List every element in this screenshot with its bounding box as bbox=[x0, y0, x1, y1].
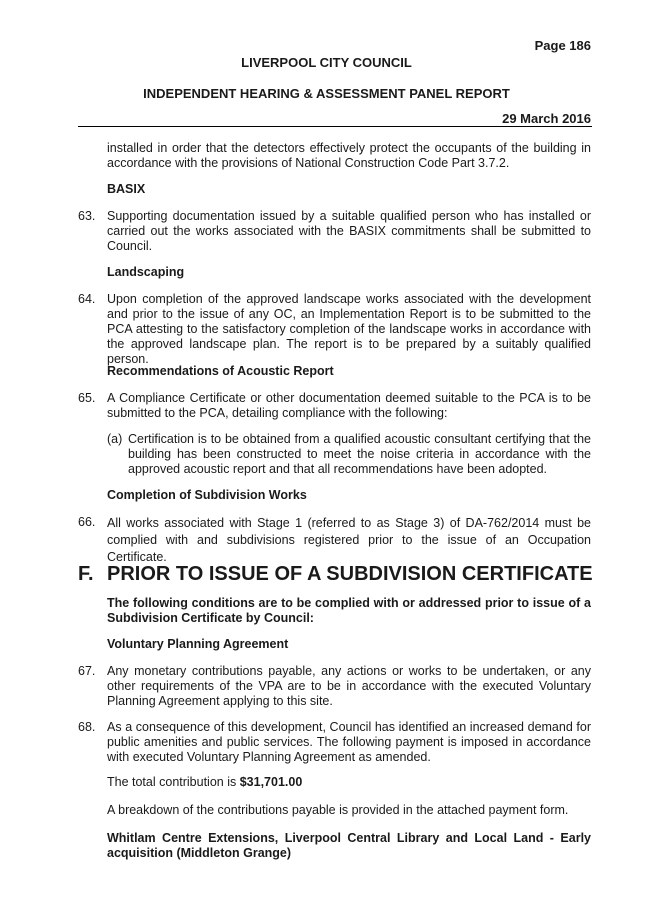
header-divider bbox=[78, 126, 592, 127]
subdivision-works-heading: Completion of Subdivision Works bbox=[107, 488, 307, 502]
item-67-text: Any monetary contributions payable, any actions or works to be undertaken, or any other requirements of the VPA are to be in accordance with the executed Voluntary Planning Agreement applying to this site. bbox=[107, 664, 591, 708]
item-65-text: A Compliance Certificate or other documentation deemed suitable to the PCA is to be submitted to the PCA, detailing compliance with the following: bbox=[107, 391, 591, 420]
section-f-intro: The following conditions are to be complied with or addressed prior to issue of a Subdivision Certificate by Council: bbox=[107, 596, 591, 625]
report-title: INDEPENDENT HEARING & ASSESSMENT PANEL REPORT bbox=[143, 86, 510, 101]
item-number-63: 63. bbox=[78, 209, 96, 223]
item-number-68: 68. bbox=[78, 720, 96, 734]
page-number: Page 186 bbox=[534, 38, 591, 53]
item-number-65: 65. bbox=[78, 391, 96, 405]
total-contribution bbox=[107, 775, 591, 790]
item-68-text: As a consequence of this development, Council has identified an increased demand for public amenities and public services. The following payment is imposed in accordance with executed Voluntary Planning Agreement as amended. bbox=[107, 720, 591, 764]
item-64-text: Upon completion of the approved landscape works associated with the development and prior to the issue of any OC, an Implementation Report is to be submitted to the PCA attesting to the satisfactory completion of the landscape works in accordance with the approved landscape plan. The report is to be prepared by a suitably qualified person. bbox=[107, 292, 591, 366]
whitlam-heading: Whitlam Centre Extensions, Liverpool Central Library and Local Land - Early acquisition (Middleton Grange) bbox=[107, 831, 591, 860]
item-66-text: All works associated with Stage 1 (referred to as Stage 3) of DA-762/2014 must be complied with and subdivisions registered prior to the issue of an Occupation Certificate. bbox=[107, 516, 591, 564]
intro-paragraph: installed in order that the detectors effectively protect the occupants of the building in accordance with the provisions of National Construction Code Part 3.7.2. bbox=[107, 141, 591, 170]
vpa-heading: Voluntary Planning Agreement bbox=[107, 637, 289, 651]
total-contribution-amount: $31,701.00 bbox=[239, 775, 303, 789]
section-f-letter: F. bbox=[78, 563, 94, 585]
breakdown-note: A breakdown of the contributions payable is provided in the attached payment form. bbox=[107, 803, 569, 817]
council-name: LIVERPOOL CITY COUNCIL bbox=[241, 55, 412, 70]
sub-item-a-text: Certification is to be obtained from a qualified acoustic consultant certifying that the building has been constructed to meet the noise criteria in accordance with the approved acoustic report and that all recommendations have been adopted. bbox=[128, 432, 591, 476]
section-f-title: PRIOR TO ISSUE OF A SUBDIVISION CERTIFICATE bbox=[107, 563, 593, 585]
total-contribution-label: The total contribution is bbox=[107, 775, 240, 789]
sub-item-label-a: (a) bbox=[107, 432, 123, 446]
item-number-66: 66. bbox=[78, 515, 96, 529]
report-date: 29 March 2016 bbox=[502, 111, 591, 126]
landscaping-heading: Landscaping bbox=[107, 265, 185, 279]
item-number-67: 67. bbox=[78, 664, 96, 678]
item-number-64: 64. bbox=[78, 292, 96, 306]
basix-heading: BASIX bbox=[107, 182, 146, 196]
acoustic-heading: Recommendations of Acoustic Report bbox=[107, 364, 334, 378]
item-63-text: Supporting documentation issued by a suitable qualified person who has installed or carried out the works associated with the BASIX commitments shall be submitted to Council. bbox=[107, 209, 591, 253]
